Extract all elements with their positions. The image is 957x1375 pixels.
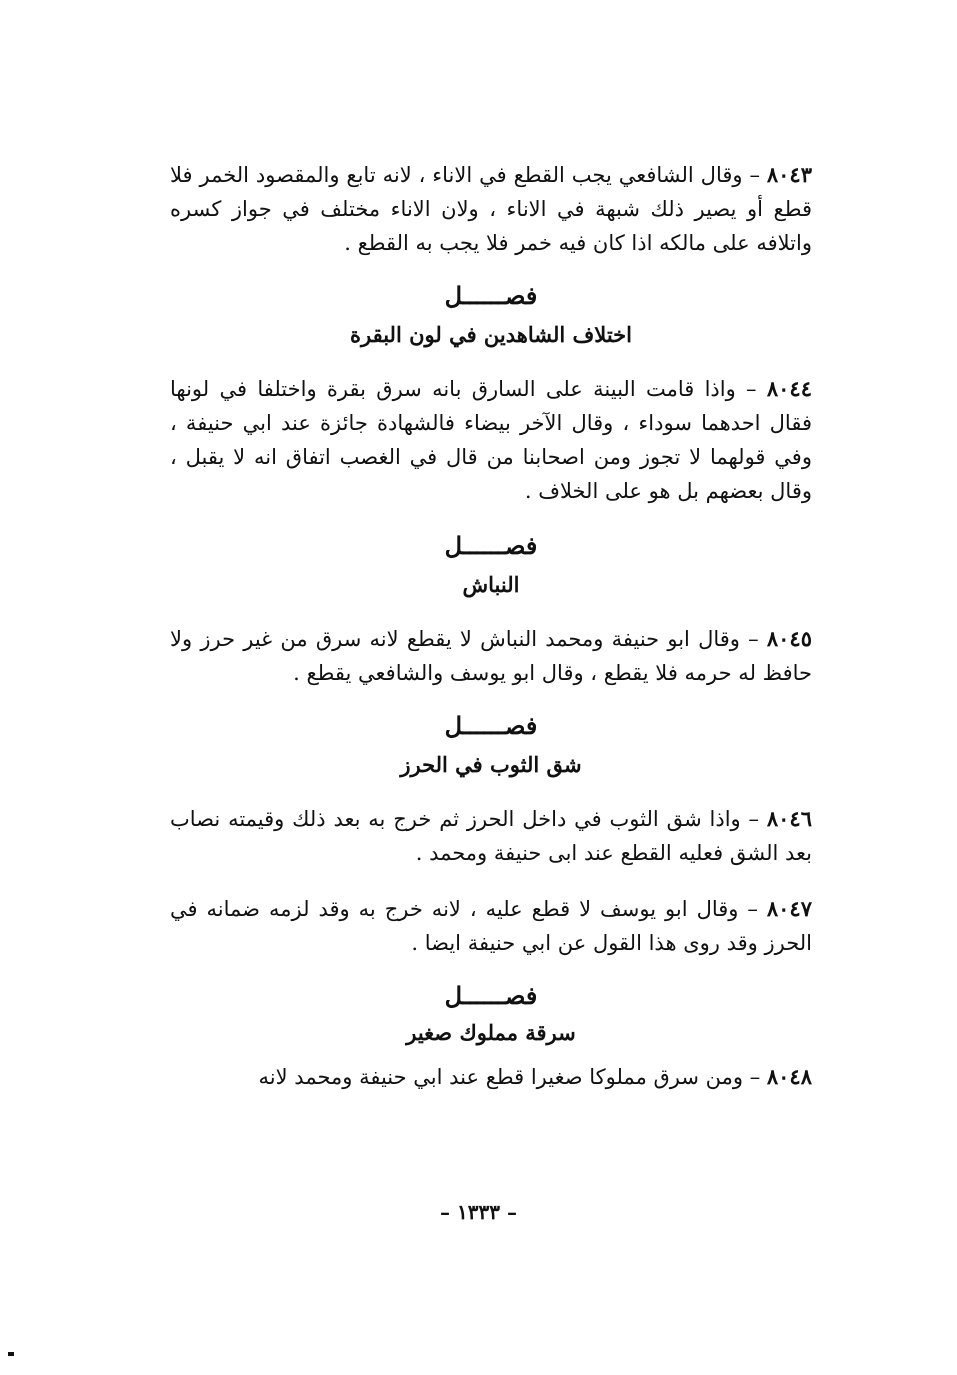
section-fasl-2: فصــــــل [444,531,538,560]
paragraph-8046 [170,802,812,870]
paragraph-text: – وقال ابو يوسف لا قطع عليه ، لانه خرج به وقد لزمه ضمانه في الحرز وقد روى هذا القول عن ابي حنيفة ايضا . [170,897,812,955]
paragraph-8048 [170,1060,812,1094]
paragraph-text: – واذا قامت البينة على السارق بانه سرق بقرة واختلفا في لونها فقال احدهما سوداء ، وقال الآخر بيضاء فالشهادة جائزة عند ابي حنيفة ، وفي قولهما لا تجوز ومن اصحابنا من قال في الغصب اتفاق انه لا يقبل ، وقال بعضهم بل هو على الخلاف . [170,377,812,503]
section-heading-4: سرقة مملوك صغير [406,1020,576,1045]
scan-mark [8,1352,14,1356]
page-number: – ١٣٣٣ – [440,1200,517,1224]
paragraph-text: – واذا شق الثوب في داخل الحرز ثم خرج به بعد ذلك وقيمته نصاب بعد الشق فعليه القطع عند ابى حنيفة ومحمد . [170,807,812,865]
paragraph-8043 [170,158,812,260]
paragraph-number: ٨٠٤٧ [766,896,812,921]
page-body [170,158,812,1094]
section-heading-3: شق الثوب في الحرز [400,752,582,777]
paragraph-number: ٨٠٤٤ [766,376,812,401]
section-heading-1: اختلاف الشاهدين في لون البقرة [350,322,632,347]
paragraph-number: ٨٠٤٣ [766,162,812,187]
paragraph-text: – وقال ابو حنيفة ومحمد النباش لا يقطع لانه سرق من غير حرز ولا حافظ له حرمه فلا يقطع ، وقال ابو يوسف والشافعي يقطع . [170,627,812,685]
paragraph-8045 [170,622,812,690]
section-fasl-4: فصــــــل [444,981,538,1010]
paragraph-8047 [170,892,812,960]
paragraph-text: – ومن سرق مملوكا صغيرا قطع عند ابي حنيفة ومحمد لانه [258,1065,767,1089]
paragraph-text: – وقال الشافعي يجب القطع في الاناء ، لانه تابع والمقصود الخمر فلا قطع أو يصير ذلك شبهة في الاناء ، ولان الاناء مختلف في جواز كسره واتلافه على مالكه اذا كان فيه خمر فلا يجب به القطع . [170,163,812,255]
paragraph-number: ٨٠٤٦ [766,806,812,831]
section-fasl-3: فصــــــل [444,711,538,740]
paragraph-number: ٨٠٤٥ [766,626,812,651]
paragraph-number: ٨٠٤٨ [766,1064,812,1089]
section-fasl-1: فصــــــل [444,281,538,310]
section-heading-2: النباش [462,572,520,597]
paragraph-8044 [170,372,812,508]
